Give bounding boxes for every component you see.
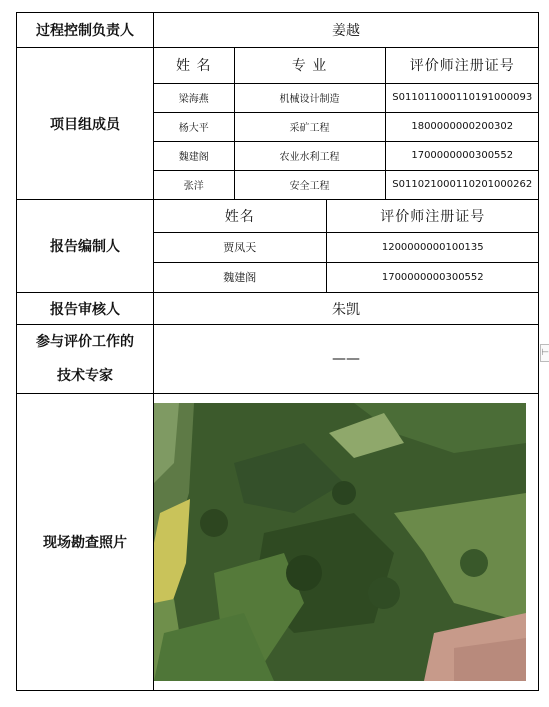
member-row xyxy=(154,141,539,170)
member-major: 机械设计制造 xyxy=(234,83,385,112)
compiler-name: 魏建阁 xyxy=(154,262,326,292)
member-major: 安全工程 xyxy=(234,170,385,199)
compiler-name: 贾凤天 xyxy=(154,232,326,262)
member-cert: S011021000110201000262 xyxy=(385,170,539,199)
member-major: 农业水利工程 xyxy=(234,141,385,170)
member-row xyxy=(154,170,539,199)
compiler-cert: 1700000000300552 xyxy=(326,262,539,292)
page-edge-marker: ⊢ xyxy=(540,344,549,362)
member-row xyxy=(154,112,539,141)
compiler-header-cert: 评价师注册证号 xyxy=(326,200,539,232)
supervisor-row xyxy=(17,13,539,48)
compiler-row xyxy=(17,200,539,293)
member-major: 采矿工程 xyxy=(234,112,385,141)
member-cert: 1700000000300552 xyxy=(385,141,539,170)
members-header-cert: 评价师注册证号 xyxy=(385,48,539,83)
photo-row xyxy=(17,394,539,691)
member-cert: 1800000000200302 xyxy=(385,112,539,141)
evaluation-staff-table xyxy=(16,12,539,691)
experts-label-line1: 参与评价工作的 xyxy=(36,334,134,350)
members-header-major: 专 业 xyxy=(234,48,385,83)
compiler-label: 报告编制人 xyxy=(17,200,154,293)
reviewer-value: 朱凯 xyxy=(154,293,539,325)
compiler-person-row xyxy=(154,262,539,292)
members-label: 项目组成员 xyxy=(17,48,154,200)
experts-value: —— xyxy=(154,325,539,394)
members-row xyxy=(17,48,539,200)
site-survey-photo xyxy=(154,403,526,681)
evaluation-staff-table-container xyxy=(16,12,538,691)
member-name: 张洋 xyxy=(154,170,234,199)
member-name: 魏建阁 xyxy=(154,141,234,170)
compiler-cert: 1200000000100135 xyxy=(326,232,539,262)
members-header-row xyxy=(154,48,539,83)
compiler-person-row xyxy=(154,232,539,262)
experts-label-line2: 技术专家 xyxy=(57,368,113,384)
member-cert: S011011000110191000093 xyxy=(385,83,539,112)
compiler-inner-table xyxy=(154,200,539,292)
compiler-header-name: 姓名 xyxy=(154,200,326,232)
photo-cell xyxy=(154,394,539,691)
reviewer-row xyxy=(17,293,539,325)
reviewer-label: 报告审核人 xyxy=(17,293,154,325)
photo-label: 现场勘查照片 xyxy=(17,394,154,691)
members-inner-table xyxy=(154,48,539,199)
member-name: 梁海燕 xyxy=(154,83,234,112)
experts-row xyxy=(17,325,539,394)
member-row xyxy=(154,83,539,112)
compiler-header-row xyxy=(154,200,539,232)
supervisor-value: 姜越 xyxy=(154,13,539,48)
supervisor-label: 过程控制负责人 xyxy=(17,13,154,48)
member-name: 杨大平 xyxy=(154,112,234,141)
experts-label xyxy=(17,325,154,394)
members-header-name: 姓 名 xyxy=(154,48,234,83)
